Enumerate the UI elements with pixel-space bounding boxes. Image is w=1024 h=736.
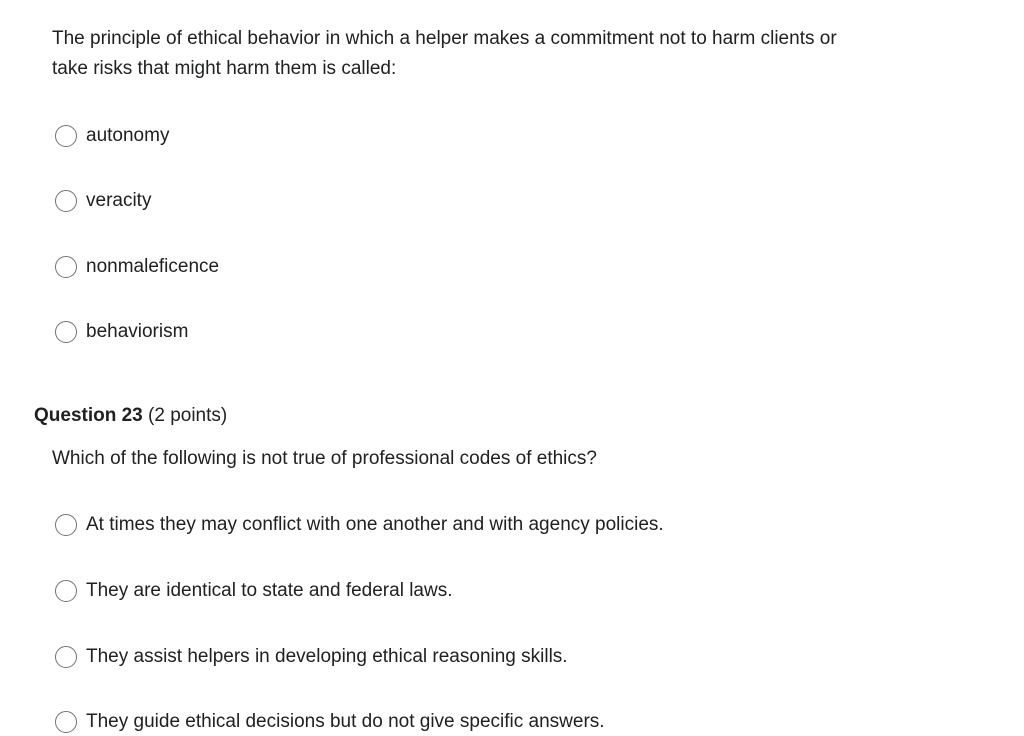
q22-option-veracity[interactable]	[55, 187, 151, 215]
option-label: veracity	[86, 190, 152, 211]
q22-option-nonmaleficence[interactable]	[55, 253, 219, 281]
radio-button[interactable]	[55, 190, 77, 212]
q23-option-1[interactable]	[55, 511, 664, 539]
radio-button[interactable]	[55, 580, 77, 602]
q22-option-autonomy[interactable]	[55, 122, 169, 150]
radio-button[interactable]	[55, 256, 77, 278]
question-23-text: Which of the following is not true of professional codes of ethics?	[52, 448, 597, 469]
q23-option-3[interactable]	[55, 643, 568, 671]
option-label: At times they may conflict with one another and with agency policies.	[86, 514, 664, 535]
option-label: behaviorism	[86, 321, 189, 342]
radio-button[interactable]	[55, 711, 77, 733]
q22-option-behaviorism[interactable]	[55, 318, 188, 346]
question-title: Question 23	[34, 405, 143, 426]
question-23-heading	[34, 402, 227, 430]
q23-option-4[interactable]	[55, 708, 605, 736]
option-label: They assist helpers in developing ethical reasoning skills.	[86, 646, 568, 667]
question-points: (2 points)	[148, 405, 228, 426]
radio-button[interactable]	[55, 125, 77, 147]
option-label: They guide ethical decisions but do not give specific answers.	[86, 711, 605, 732]
option-label: They are identical to state and federal laws.	[86, 580, 453, 601]
option-label: nonmaleficence	[86, 256, 220, 277]
option-label: autonomy	[86, 125, 170, 146]
question-22-text: The principle of ethical behavior in which a helper makes a commitment not to harm clients or take risks that might harm them is called:	[52, 28, 837, 79]
radio-button[interactable]	[55, 514, 77, 536]
q23-option-2[interactable]	[55, 577, 452, 605]
radio-button[interactable]	[55, 646, 77, 668]
radio-button[interactable]	[55, 321, 77, 343]
